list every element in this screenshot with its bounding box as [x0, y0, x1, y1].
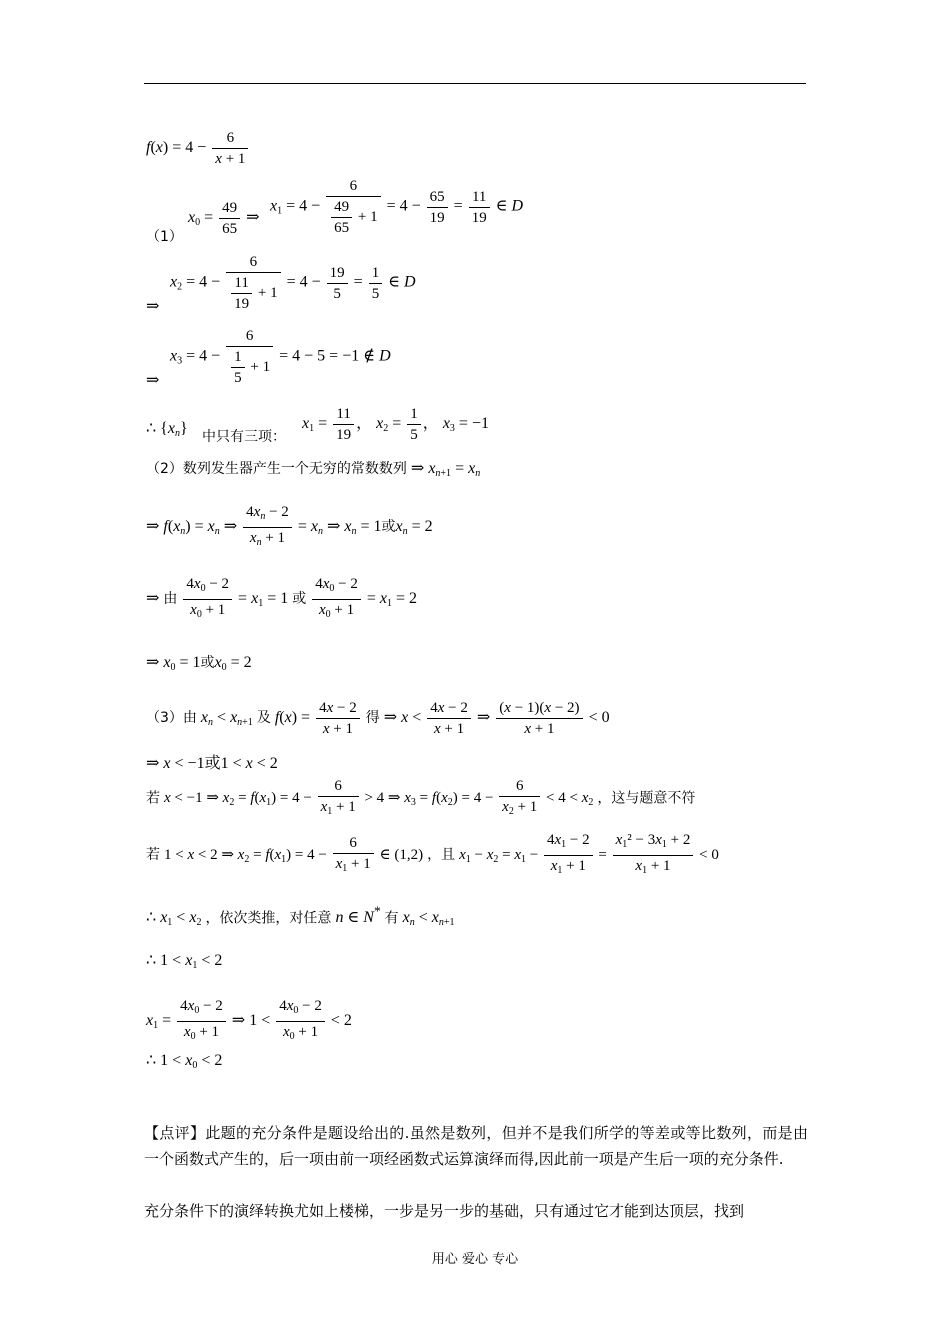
part3-x0-range: ∴ $1 < x_0 < 2$	[146, 1052, 223, 1071]
part3-x1-range: ∴ $1 < x_1 < 2$	[146, 952, 223, 971]
part3-intro: （3）由 $x_n < x_{n+1}$ 及 f(x) = $\frac{4x - 2}{x + 1}$ 得 ⇒ x < $\frac{4x - 2}{x + 1}$ ⇒ $\frac{(x - 1)(x - 2)}{x + 1}$ < 0	[146, 700, 610, 737]
part3-x1-expr: $x_1$ = $\frac{4x_0 - 2}{x_0 + 1}$ ⇒ 1 < $\frac{4x_0 - 2}{x_0 + 1}$ < 2	[146, 998, 352, 1042]
eq-function: f(x) = 4 − $\frac{6}{x + 1}$	[146, 128, 250, 169]
part3-induction: ∴ $x_1 < x_2$ ，依次类推，对任意 n ∈ N* 有 $x_n < x_{n+1}$	[146, 904, 455, 929]
comment-paragraph: 【点评】此题的充分条件是题设给出的.虽然是数列，但并不是我们所学的等差或等比数列，而是由一个函数式产生的，后一项由前一项经函数式运算演绎而得,因此前一项是产生后一项的充分条件.	[144, 1124, 808, 1168]
comment-paragraph-2: 充分条件下的演绎转换尤如上楼梯，一步是另一步的基础，只有通过它才能到达顶层，找到	[144, 1202, 745, 1220]
page-footer: 用心 爱心 专心	[431, 1252, 519, 1267]
part3-range: ⇒ x < −1或1 < x < 2	[146, 755, 278, 772]
part3-case2: 若 1 < x < 2 ⇒ $x_2 = f(x_1) = 4$ − $\frac{6}{x_1 + 1}$ ∈ (1,2) ，且 $x_1 - x_2 = x_1$ − $\frac{4x_1 - 2}{x_1 + 1}$ = $\frac{x_1^2 - 3x_1 + 2}{x_1 + 1}$ < 0	[146, 832, 719, 876]
part2-intro: （2）数列发生器产生一个无穷的常数数列 ⇒ $x_{n+1} = x_n$	[146, 460, 481, 479]
part3-case1: 若 x < −1 ⇒ $x_2 = f(x_1) = 4$ − $\frac{6}{x_1 + 1}$ > 4 ⇒ $x_3 = f(x_2) = 4$ − $\frac{6}{x_2 + 1}$ < $4 < x_2$ ，这与题意不符	[146, 778, 696, 817]
header-rule	[144, 83, 806, 84]
part2-step2: ⇒ 由 $\frac{4x_0 - 2}{x_0 + 1}$ = $x_1 = 1$ 或 $\frac{4x_0 - 2}{x_0 + 1}$ = $x_1 = 2$	[146, 576, 418, 620]
part2-step1: ⇒ $f(x_n) = x_n$ ⇒ $\frac{4x_n - 2}{x_n + 1}$ = $x_n$ ⇒ $x_n = 1$或$x_n = 2$	[146, 504, 433, 548]
part2-step3: ⇒ $x_0 = 1$或$x_0 = 2$	[146, 654, 252, 673]
